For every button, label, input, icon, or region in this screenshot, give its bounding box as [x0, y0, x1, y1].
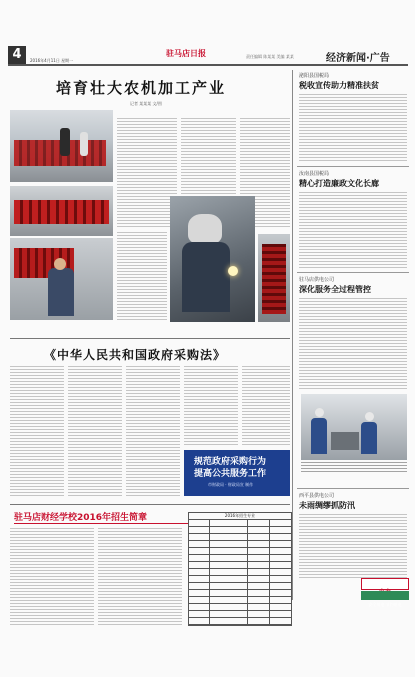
sidebar-item-2-unit: 汝南县国税局 — [299, 171, 330, 177]
sidebar-item-2-title: 精心打造廉政文化长廊 — [299, 179, 379, 188]
sidebar-divider-3 — [297, 488, 409, 489]
procurement-text-col4 — [184, 366, 238, 446]
school-ad-table — [188, 512, 292, 626]
sidebar — [297, 70, 409, 630]
sidebar-item-3-text — [299, 298, 407, 390]
power-workers-photo — [301, 394, 407, 460]
column-divider — [292, 70, 293, 600]
section-rule-1 — [10, 338, 290, 339]
procurement-text-col5 — [242, 366, 290, 446]
procurement-slogan-box — [184, 450, 290, 496]
procurement-text-col1 — [10, 366, 64, 498]
factory-photo-2 — [10, 186, 113, 236]
paper-name: 驻马店日报 — [166, 48, 206, 58]
school-ad-title-rule — [14, 523, 188, 524]
power-ad-logo — [361, 578, 409, 590]
welder-photo — [170, 196, 255, 322]
sidebar-item-2-text — [299, 192, 407, 268]
worker-photo — [10, 238, 113, 320]
procurement-slogan-line2: 提高公共服务工作 — [194, 469, 267, 479]
date-line: 2016年4月11日 星期一 — [30, 58, 74, 63]
sidebar-item-4-text — [299, 514, 407, 578]
procurement-text-col2 — [68, 366, 122, 498]
machinery-photo — [258, 234, 290, 322]
school-ad-text-col1 — [10, 528, 94, 626]
main-article-byline: 记者 某某某 文/图 — [130, 101, 162, 106]
sidebar-item-4-title: 未雨绸缪抓防汛 — [299, 501, 355, 510]
procurement-slogan-line1: 规范政府采购行为 — [194, 457, 267, 467]
sidebar-item-1-unit: 泌阳县国税局 — [299, 73, 330, 79]
school-ad-text-col2 — [98, 528, 182, 626]
school-ad — [10, 506, 292, 626]
factory-photo-1 — [10, 110, 113, 182]
power-ad — [361, 578, 409, 607]
procurement-law-title: 《中华人民共和国政府采购法》 — [44, 348, 227, 362]
section-rule-2 — [10, 504, 290, 505]
procurement-text-col3 — [126, 366, 180, 498]
main-article — [10, 70, 290, 335]
section-title: 经济新闻·广告 — [326, 53, 390, 64]
sidebar-item-3-unit: 驻马店供电公司 — [299, 277, 335, 283]
header-rule — [8, 64, 408, 66]
procurement-law-section — [10, 340, 290, 500]
power-ad-slogan: 安全用电 节约用电 — [368, 602, 402, 607]
school-ad-title: 驻马店财经学校2016年招生简章 — [14, 513, 148, 523]
page-number-box — [8, 46, 26, 64]
main-article-text-col1 — [117, 118, 177, 228]
main-article-text-col4 — [117, 232, 167, 320]
photo-caption — [301, 462, 407, 474]
sidebar-item-3-title: 深化服务全过程管控 — [299, 285, 371, 294]
sidebar-divider-2 — [297, 272, 409, 273]
editor-line: 责任编辑 陈某某 美编 某某 — [246, 54, 294, 59]
main-article-title: 培育壮大农机加工产业 — [56, 79, 227, 97]
sidebar-item-1-text — [299, 94, 407, 162]
sidebar-item-4-unit: 西平县供电公司 — [299, 493, 335, 499]
page-number: 4 — [12, 47, 22, 62]
school-ad-table-title: 2016年招生专业 — [189, 513, 291, 519]
procurement-slogan-sub: 市财政局 · 财政局宣 制作 — [208, 482, 254, 487]
sidebar-item-1-title: 税收宣传助力精准扶贫 — [299, 81, 379, 90]
sidebar-divider-1 — [297, 166, 409, 167]
power-ad-band — [361, 591, 409, 607]
